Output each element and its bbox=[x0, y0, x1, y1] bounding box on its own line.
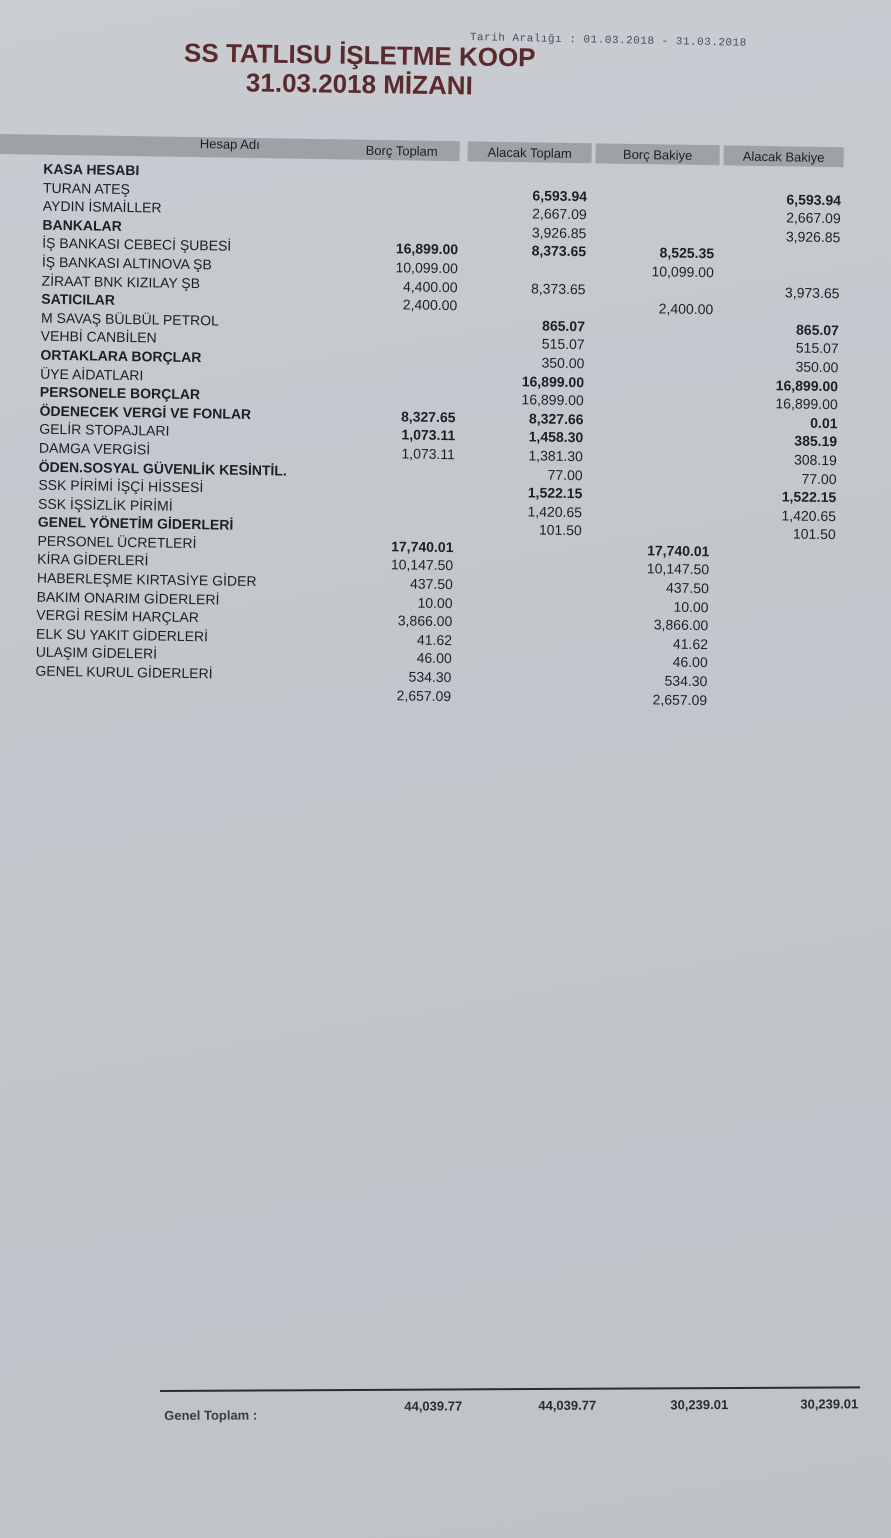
account-name: ORTAKLARA BORÇLAR bbox=[40, 346, 202, 366]
account-name: PERSONEL ÜCRETLERİ bbox=[37, 532, 197, 552]
credit-total-cell: 16,899.00 bbox=[521, 391, 584, 409]
grand-total-credit-balance: 30,239.01 bbox=[800, 1396, 859, 1412]
table-body bbox=[0, 160, 890, 713]
account-name: KİRA GİDERLERİ bbox=[37, 551, 149, 569]
debit-total-cell: 3,866.00 bbox=[397, 612, 453, 630]
credit-total-cell: 3,926.85 bbox=[531, 224, 587, 242]
credit-total-cell: 8,373.65 bbox=[531, 242, 587, 260]
title-line-company: SS TATLISU İŞLETME KOOP bbox=[183, 37, 536, 73]
debit-balance-cell: 2,657.09 bbox=[652, 690, 708, 708]
credit-balance-cell: 101.50 bbox=[792, 525, 836, 543]
debit-total-cell: 534.30 bbox=[408, 668, 452, 686]
debit-balance-cell: 46.00 bbox=[672, 654, 708, 671]
credit-balance-cell: 3,926.85 bbox=[785, 228, 841, 245]
document-title bbox=[149, 38, 570, 102]
account-name: AYDIN İSMAİLLER bbox=[42, 197, 162, 216]
date-range: Tarih Aralığı : 01.03.2018 - 31.03.2018 bbox=[469, 32, 747, 50]
grand-total-label: Genel Toplam : bbox=[164, 1407, 258, 1423]
credit-total-cell: 350.00 bbox=[541, 354, 585, 372]
account-name: VEHBİ CANBİLEN bbox=[40, 328, 157, 346]
credit-total-cell: 6,593.94 bbox=[532, 186, 588, 204]
debit-total-cell: 10,099.00 bbox=[395, 259, 458, 277]
debit-total-cell: 10,147.50 bbox=[390, 556, 454, 574]
credit-total-cell: 1,458.30 bbox=[528, 428, 584, 446]
debit-total-cell: 41.62 bbox=[416, 631, 453, 649]
credit-balance-cell: 1,420.65 bbox=[781, 507, 837, 524]
credit-balance-cell: 1,522.15 bbox=[781, 488, 837, 506]
credit-total-cell: 1,420.65 bbox=[527, 503, 583, 520]
debit-balance-cell: 41.62 bbox=[672, 635, 709, 653]
debit-balance-cell: 2,400.00 bbox=[658, 300, 714, 318]
account-name: ÖDENECEK VERGİ VE FONLAR bbox=[39, 402, 252, 422]
credit-total-cell: 865.07 bbox=[542, 317, 586, 334]
debit-total-cell: 2,400.00 bbox=[402, 296, 458, 314]
balance-table bbox=[0, 128, 891, 713]
credit-balance-cell: 16,899.00 bbox=[775, 395, 838, 413]
grand-total-credit: 44,039.77 bbox=[538, 1397, 597, 1414]
credit-total-cell bbox=[467, 167, 587, 169]
debit-balance-cell: 534.30 bbox=[664, 672, 708, 690]
debit-total-cell: 437.50 bbox=[409, 575, 454, 593]
debit-total-cell bbox=[339, 165, 459, 167]
account-name: SATICILAR bbox=[41, 290, 116, 308]
debit-total-cell: 1,073.11 bbox=[401, 426, 456, 444]
account-name: İŞ BANKASI ALTINOVA ŞB bbox=[41, 253, 212, 273]
debit-balance-cell bbox=[595, 169, 715, 171]
credit-total-cell: 1,522.15 bbox=[527, 484, 583, 502]
header-account-name: Hesap Adı bbox=[0, 134, 460, 161]
header-debit-total: Borç Toplam bbox=[365, 142, 438, 159]
debit-balance-cell: 10,099.00 bbox=[651, 263, 714, 281]
account-name: GENEL KURUL GİDERLERİ bbox=[35, 662, 213, 682]
account-name: BANKALAR bbox=[42, 216, 122, 234]
account-name: HABERLEŞME KIRTASİYE GİDER bbox=[36, 569, 257, 590]
credit-total-cell: 8,327.66 bbox=[528, 410, 584, 427]
debit-balance-cell: 17,740.01 bbox=[647, 542, 710, 560]
debit-balance-cell: 437.50 bbox=[665, 579, 709, 597]
credit-balance-cell: 77.00 bbox=[801, 470, 837, 487]
credit-total-cell: 8,373.65 bbox=[530, 279, 586, 297]
account-name: SSK İŞSİZLİK PİRİMİ bbox=[37, 495, 173, 514]
debit-total-cell: 46.00 bbox=[416, 650, 452, 667]
credit-balance-cell: 385.19 bbox=[794, 432, 838, 450]
account-name: KASA HESABI bbox=[43, 160, 140, 179]
debit-balance-cell: 10.00 bbox=[673, 598, 709, 615]
credit-total-cell: 2,667.09 bbox=[532, 205, 587, 223]
credit-balance-cell: 308.19 bbox=[793, 451, 838, 469]
debit-total-cell: 8,327.65 bbox=[400, 408, 456, 425]
account-name: TURAN ATEŞ bbox=[42, 179, 131, 197]
account-name: ZİRAAT BNK KIZILAY ŞB bbox=[41, 272, 201, 291]
credit-balance-cell: 0.01 bbox=[810, 414, 838, 431]
debit-balance-cell: 3,866.00 bbox=[653, 616, 709, 634]
credit-total-cell: 16,899.00 bbox=[521, 372, 585, 390]
account-name: PERSONELE BORÇLAR bbox=[39, 383, 201, 403]
credit-balance-cell: 350.00 bbox=[795, 358, 839, 376]
account-name: M SAVAŞ BÜLBÜL PETROL bbox=[40, 309, 220, 329]
debit-total-cell: 16,899.00 bbox=[395, 240, 459, 258]
credit-total-cell: 515.07 bbox=[541, 335, 585, 353]
account-name: BAKIM ONARIM GİDERLERİ bbox=[36, 588, 220, 608]
header-credit-balance: Alacak Bakiye bbox=[724, 145, 844, 167]
credit-total-cell: 77.00 bbox=[547, 466, 583, 483]
credit-balance-cell: 2,667.09 bbox=[786, 209, 841, 227]
debit-balance-cell: 8,525.35 bbox=[659, 244, 715, 262]
grand-total-debit: 44,039.77 bbox=[404, 1398, 463, 1414]
debit-total-cell: 4,400.00 bbox=[402, 277, 458, 295]
account-name: VERGİ RESİM HARÇLAR bbox=[36, 606, 200, 626]
debit-total-cell: 1,073.11 bbox=[401, 445, 456, 463]
account-name: İŞ BANKASI CEBECİ ŞUBESİ bbox=[42, 235, 232, 255]
credit-total-cell: 1,381.30 bbox=[528, 447, 584, 465]
credit-balance-cell: 3,973.65 bbox=[784, 283, 840, 301]
account-name: DAMGA VERGİSİ bbox=[38, 439, 151, 458]
debit-total-cell: 17,740.01 bbox=[391, 538, 454, 556]
credit-total-cell: 101.50 bbox=[538, 521, 582, 539]
credit-balance-cell: 515.07 bbox=[795, 339, 839, 357]
account-name: ULAŞIM GİDELERİ bbox=[35, 644, 158, 662]
credit-balance-cell: 865.07 bbox=[795, 321, 840, 338]
credit-balance-cell bbox=[721, 171, 841, 173]
debit-total-cell: 10.00 bbox=[417, 594, 453, 611]
total-rule bbox=[160, 1386, 860, 1392]
header-debit-balance: Borç Bakiye bbox=[596, 143, 720, 165]
credit-balance-cell: 6,593.94 bbox=[786, 190, 842, 208]
title-line-date: 31.03.2018 MİZANI bbox=[245, 67, 474, 101]
account-name: ELK SU YAKIT GİDERLERİ bbox=[35, 625, 209, 645]
grand-total-debit-balance: 30,239.01 bbox=[670, 1397, 729, 1413]
account-name: ÖDEN.SOSYAL GÜVENLİK KESİNTİL. bbox=[38, 458, 287, 479]
account-name: GELİR STOPAJLARI bbox=[39, 420, 170, 440]
account-name: GENEL YÖNETİM GİDERLERİ bbox=[37, 513, 234, 533]
grand-total-row bbox=[160, 1368, 860, 1423]
debit-total-cell: 2,657.09 bbox=[396, 686, 452, 704]
debit-balance-cell: 10,147.50 bbox=[646, 560, 710, 578]
header-credit-total: Alacak Toplam bbox=[468, 141, 592, 163]
credit-balance-cell: 16,899.00 bbox=[775, 376, 839, 394]
account-name: ÜYE AİDATLARI bbox=[40, 365, 144, 383]
account-name: SSK PİRİMİ İŞÇİ HİSSESİ bbox=[38, 476, 204, 496]
